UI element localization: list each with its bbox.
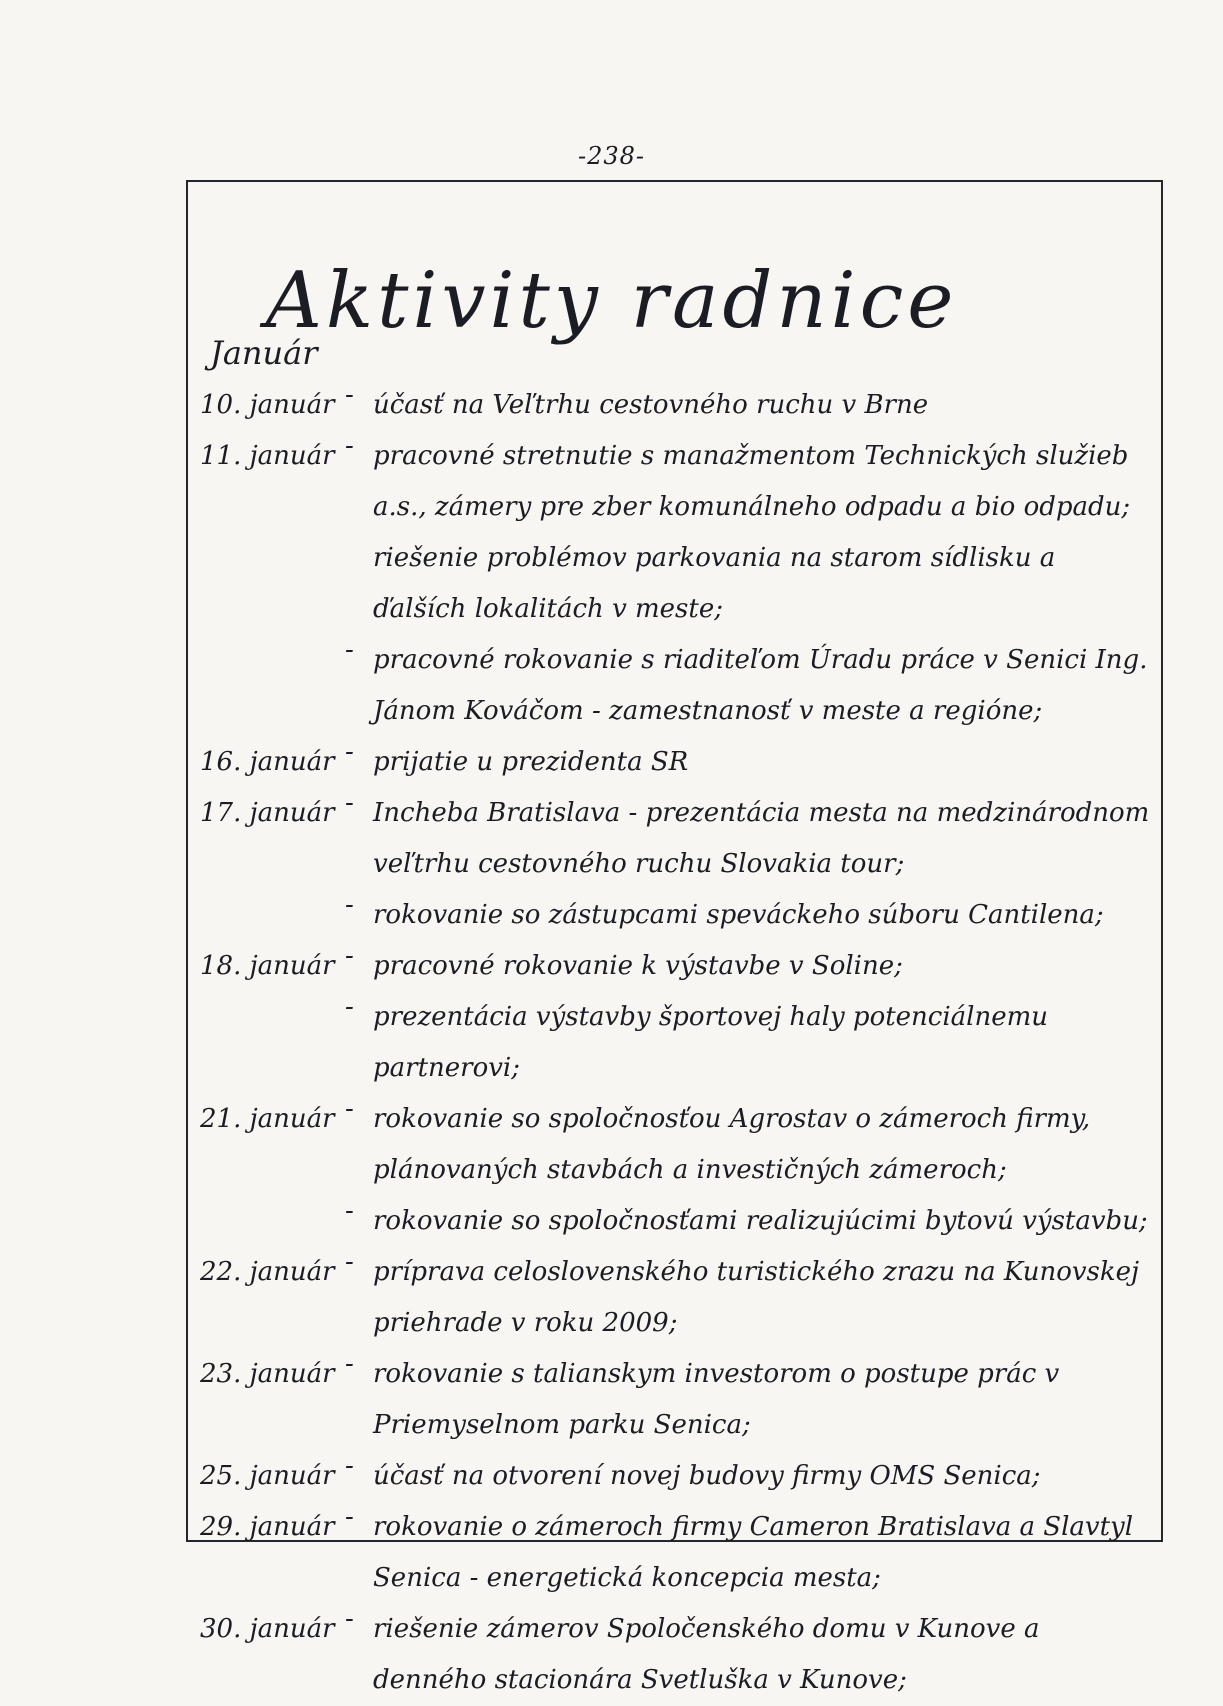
entry-date: 23. január (200, 1359, 335, 1389)
entry-items (345, 1094, 1155, 1247)
item-dash: - (345, 380, 354, 410)
activity-entry (200, 1094, 1155, 1247)
item-text: pracovné rokovanie k výstavbe v Soline; (373, 951, 903, 981)
item-text: rokovanie so zástupcami speváckeho súboru Cantilena; (373, 900, 1104, 930)
item-dash: - (345, 1604, 354, 1634)
entry-date: 22. január (200, 1257, 335, 1287)
activity-entry (200, 1247, 1155, 1349)
entry-date: 30. január (200, 1614, 335, 1644)
month-heading: Január (210, 334, 318, 372)
activity-item (345, 941, 1155, 992)
activity-entry (200, 1451, 1155, 1502)
page-title: Aktivity radnice (265, 256, 958, 347)
entry-items (345, 380, 1155, 431)
item-dash: - (345, 1451, 354, 1481)
item-dash: - (345, 635, 354, 665)
activity-entry (200, 380, 1155, 431)
entry-date: 10. január (200, 390, 335, 420)
activity-entry (200, 737, 1155, 788)
activity-item (345, 1349, 1155, 1451)
entry-date: 25. január (200, 1461, 335, 1491)
activity-entry (200, 1502, 1155, 1604)
entry-items (345, 1451, 1155, 1502)
activity-item (345, 431, 1155, 635)
activity-item (345, 992, 1155, 1094)
item-dash: - (345, 890, 354, 920)
item-dash: - (345, 1094, 354, 1124)
item-dash: - (345, 1349, 354, 1379)
item-text: rokovanie so spoločnosťami realizujúcimi bytovú výstavbu; (373, 1206, 1148, 1236)
item-text: účasť na Veľtrhu cestovného ruchu v Brne (373, 390, 929, 420)
item-dash: - (345, 941, 354, 971)
item-text: rokovanie o zámeroch firmy Cameron Bratislava a Slavtyl Senica - energetická koncepcia mesta; (373, 1512, 1134, 1593)
entry-items (345, 941, 1155, 1094)
item-text: riešenie zámerov Spoločenského domu v Kunove a denného stacionára Svetluška v Kunove; (373, 1614, 1040, 1695)
activity-item (345, 1451, 1155, 1502)
activity-item (345, 635, 1155, 737)
item-text: rokovanie so spoločnosťou Agrostav o zámeroch firmy, plánovaných stavbách a investičných zámeroch; (373, 1104, 1091, 1185)
activity-item (345, 737, 1155, 788)
item-dash: - (345, 1247, 354, 1277)
page-number: -238- (577, 142, 646, 170)
entry-items (345, 737, 1155, 788)
activity-entry (200, 788, 1155, 941)
item-text: prijatie u prezidenta SR (373, 747, 689, 777)
item-text: pracovné rokovanie s riaditeľom Úradu práce v Senici Ing. Jánom Kováčom - zamestnanosť v meste a regióne; (373, 645, 1148, 726)
activity-item (345, 1094, 1155, 1196)
entry-items (345, 1502, 1155, 1604)
activity-entry (200, 1349, 1155, 1451)
activity-item (345, 890, 1155, 941)
entry-items (345, 788, 1155, 941)
item-dash: - (345, 431, 354, 461)
item-dash: - (345, 1502, 354, 1532)
activity-entry (200, 941, 1155, 1094)
activity-item (345, 1502, 1155, 1604)
item-text: pracovné stretnutie s manažmentom Technických služieb a.s., zámery pre zber komunálneho odpadu a bio odpadu; riešenie problémov parkovania na starom sídlisku a ďalších lokalitách v meste; (373, 441, 1131, 624)
item-dash: - (345, 737, 354, 767)
item-dash: - (345, 1196, 354, 1226)
item-dash: - (345, 788, 354, 818)
item-text: Incheba Bratislava - prezentácia mesta na medzinárodnom veľtrhu cestovného ruchu Slovakia tour; (373, 798, 1150, 879)
activity-entry (200, 431, 1155, 737)
item-text: príprava celoslovenského turistického zrazu na Kunovskej priehrade v roku 2009; (373, 1257, 1140, 1338)
entry-items (345, 1247, 1155, 1349)
activity-entry (200, 1604, 1155, 1706)
activity-item (345, 788, 1155, 890)
entry-date: 16. január (200, 747, 335, 777)
entry-date: 21. január (200, 1104, 335, 1134)
entry-date: 29. január (200, 1512, 335, 1542)
activity-item (345, 1247, 1155, 1349)
entry-date: 18. január (200, 951, 335, 981)
entry-date: 17. január (200, 798, 335, 828)
activity-item (345, 1196, 1155, 1247)
activity-list (200, 380, 1155, 1706)
activity-item (345, 1604, 1155, 1706)
item-text: rokovanie s talianskym investorom o postupe prác v Priemyselnom parku Senica; (373, 1359, 1060, 1440)
activity-item (345, 380, 1155, 431)
entry-date: 11. január (200, 441, 335, 471)
entry-items (345, 431, 1155, 737)
item-text: účasť na otvorení novej budovy firmy OMS Senica; (373, 1461, 1041, 1491)
entry-items (345, 1349, 1155, 1451)
entry-items (345, 1604, 1155, 1706)
item-text: prezentácia výstavby športovej haly potenciálnemu partnerovi; (373, 1002, 1049, 1083)
item-dash: - (345, 992, 354, 1022)
